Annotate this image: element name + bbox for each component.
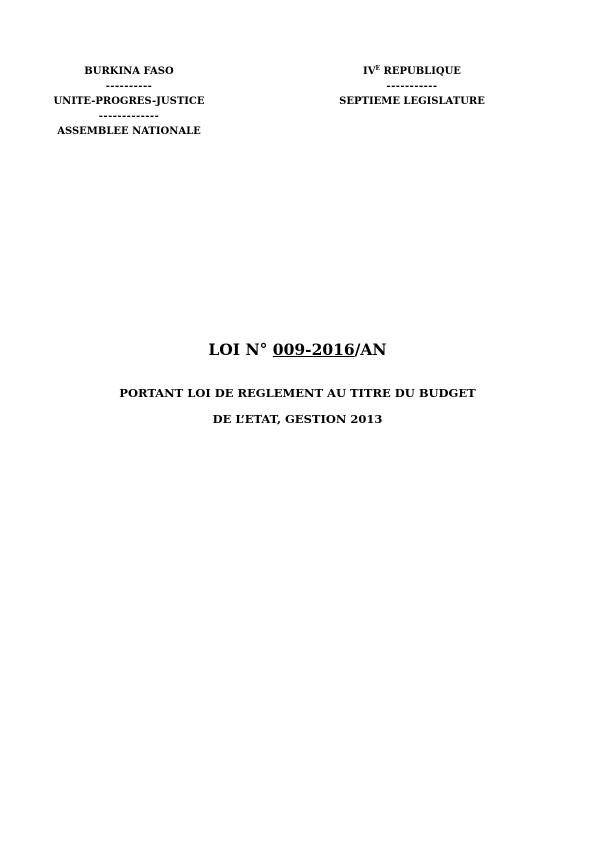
country-name: BURKINA FASO: [84, 66, 174, 77]
header-left-block: [39, 64, 219, 139]
republic-superscript: E: [375, 65, 381, 72]
separator: -------------: [98, 111, 160, 122]
separator: ----------: [105, 81, 153, 92]
law-subject-line-1: PORTANT LOI DE REGLEMENT AU TITRE DU BUDGET: [119, 386, 476, 400]
law-suffix: /AN: [354, 340, 387, 359]
republic-suffix: REPUBLIQUE: [380, 66, 461, 77]
law-title: [0, 340, 595, 359]
legislature-label: SEPTIEME LEGISLATURE: [339, 96, 485, 107]
law-number: 009-2016: [272, 340, 355, 359]
law-subject: [0, 380, 595, 432]
header-right-block: [322, 64, 502, 109]
law-subject-line-2: DE L’ETAT, GESTION 2013: [212, 412, 383, 426]
law-prefix: LOI N°: [208, 340, 273, 359]
national-motto: UNITE-PROGRES-JUSTICE: [53, 96, 205, 107]
separator: -----------: [386, 81, 438, 92]
institution-name: ASSEMBLEE NATIONALE: [57, 126, 201, 137]
republic-prefix: IV: [363, 66, 376, 77]
republic-label: [322, 64, 502, 79]
